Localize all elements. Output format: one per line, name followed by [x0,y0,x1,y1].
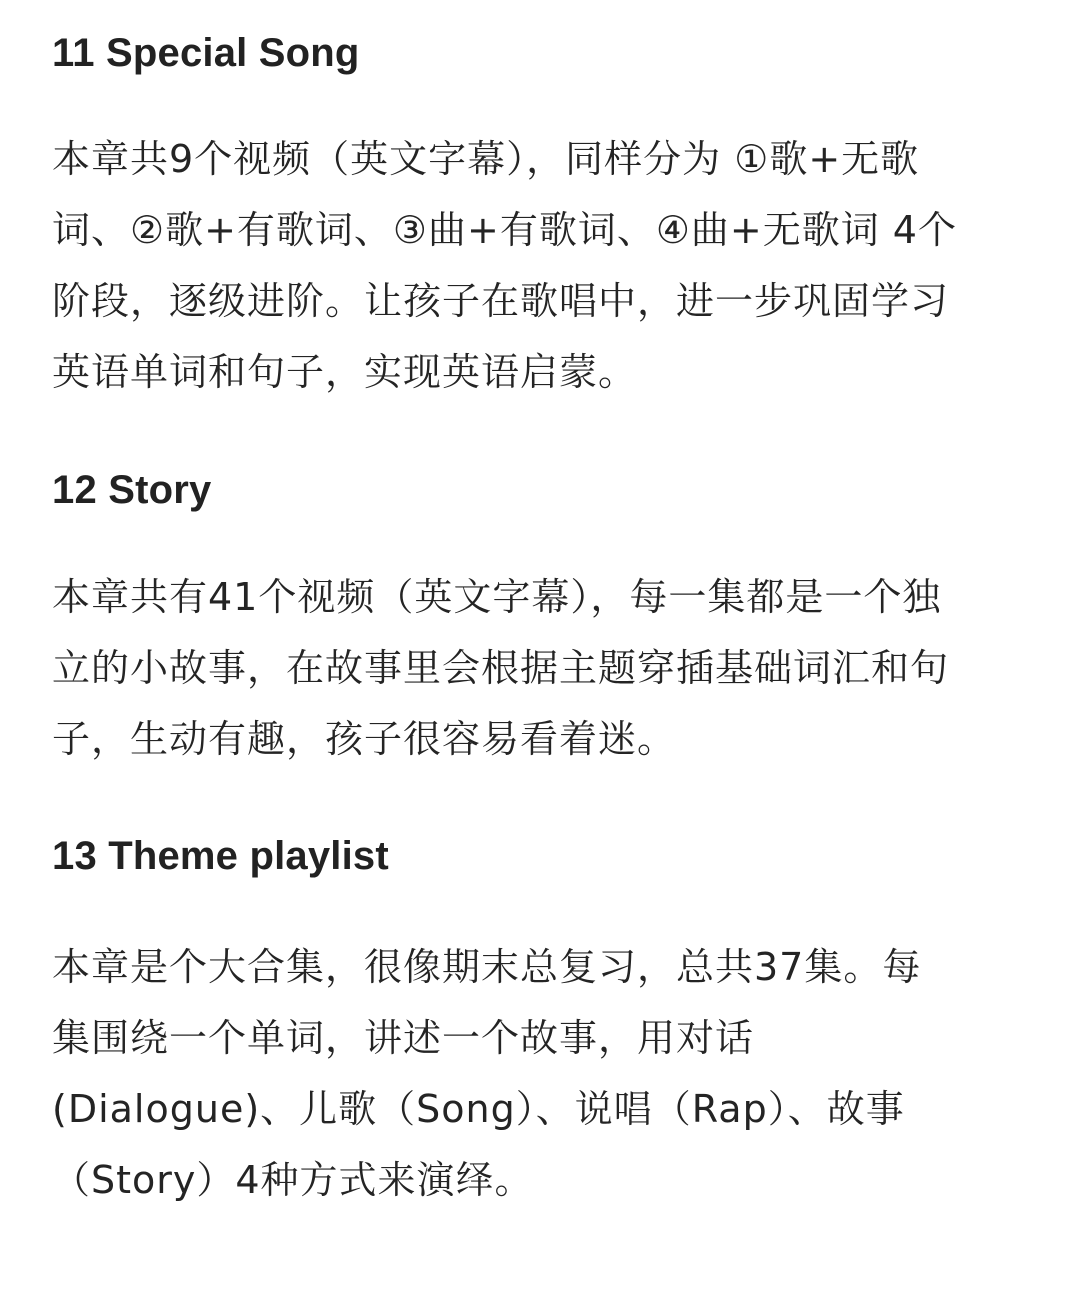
section-paragraph: 本章共有41个视频（英文字幕），每一集都是一个独 立的小故事，在故事里会根据主题穿插基础词汇和句 子，生动有趣，孩子很容易看着迷。 [52,575,950,761]
section-title: 11 Special Song [52,31,360,75]
section-story [52,466,1042,761]
section-paragraph: 本章共9个视频（英文字幕），同样分为 ①歌+无歌 词、②歌+有歌词、③曲+有歌词、④曲+无歌词 4个 阶段，逐级进阶。让孩子在歌唱中，进一步巩固学习 英语单词和句子，实现英语启蒙。 [52,137,957,394]
section-title: 12 Story [52,468,212,512]
section-paragraph: 本章是个大合集，很像期末总复习，总共37集。每 集围绕一个单词，讲述一个故事，用对话 (Dialogue)、儿歌（Song）、说唱（Rap）、故事 （Story）4种方式来演绎。 [52,945,922,1202]
section-special-song [52,29,1042,394]
section-theme-playlist [52,832,1042,1202]
section-title: 13 Theme playlist [52,834,389,878]
